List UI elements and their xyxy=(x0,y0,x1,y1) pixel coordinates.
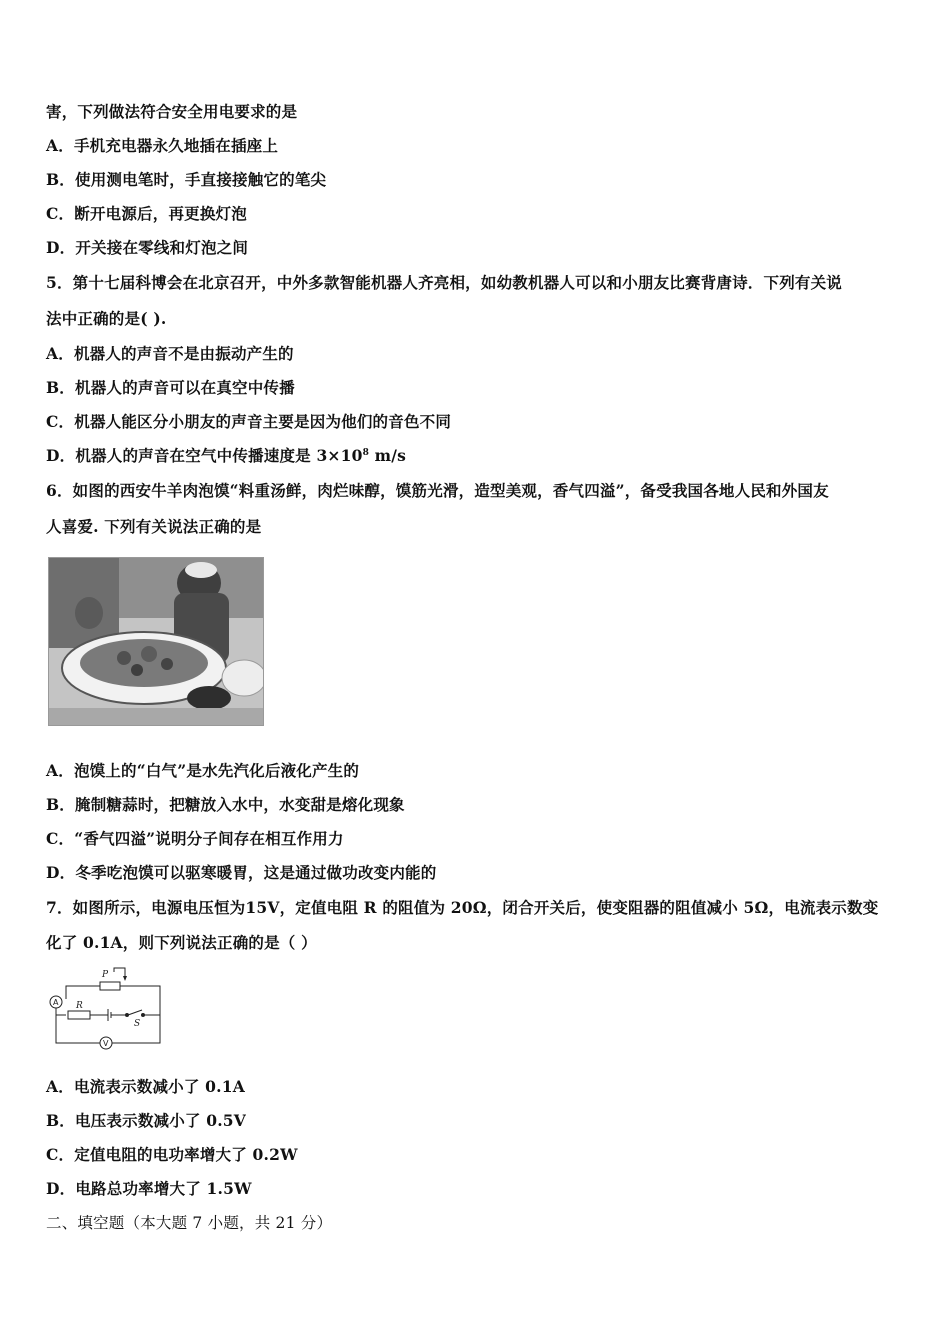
ammeter-label: A xyxy=(53,998,59,1007)
option-label: C． xyxy=(46,1145,75,1164)
circuit-drawing xyxy=(42,964,172,1054)
option-text: 电流表示数减小了 0.1A xyxy=(73,1077,245,1096)
option-label: C． xyxy=(46,829,75,848)
option-text: 腌制糖蒜时，把糖放入水中，水变甜是熔化现象 xyxy=(75,795,405,814)
option-label: D． xyxy=(46,238,76,257)
option-text: 定值电阻的电功率增大了 0.2W xyxy=(74,1145,298,1164)
option-unit: m/s xyxy=(369,446,407,465)
option-text: 手机充电器永久地插在插座上 xyxy=(73,136,279,155)
option-text: 机器人的声音在空气中传播速度是 3×10 xyxy=(75,446,363,465)
q6-option-a xyxy=(46,761,359,781)
option-text: 使用测电笔时，手直接接触它的笔尖 xyxy=(75,170,327,189)
q5-option-d xyxy=(46,446,406,466)
paomo-photo-drawing xyxy=(49,558,263,725)
option-label: A． xyxy=(46,1077,74,1096)
q7-option-c xyxy=(46,1145,298,1165)
option-text: 泡馍上的“白气”是水先汽化后液化产生的 xyxy=(73,761,360,780)
option-label: A． xyxy=(46,761,74,780)
q6-option-d xyxy=(46,863,436,883)
option-text: 电路总功率增大了 1.5W xyxy=(75,1179,252,1198)
circuit-diagram xyxy=(42,964,172,1054)
q5-option-a xyxy=(46,344,294,364)
option-label: C． xyxy=(46,412,75,431)
option-text: 机器人的声音可以在真空中传播 xyxy=(75,378,295,397)
label-s: S xyxy=(134,1019,141,1029)
option-label: D． xyxy=(46,1179,76,1198)
option-label: B． xyxy=(46,795,76,814)
label-r: R xyxy=(76,1001,83,1011)
q7-stem-line2: 化了 0.1A，则下列说法正确的是（ ） xyxy=(46,933,317,952)
q6-stem-line2: 人喜爱. 下列有关说法正确的是 xyxy=(46,517,262,536)
option-label: B． xyxy=(46,170,76,189)
q4-stem-tail: 害，下列做法符合安全用电要求的是 xyxy=(46,102,298,121)
option-label: A． xyxy=(46,344,74,363)
option-label: A． xyxy=(46,136,74,155)
voltmeter-label: V xyxy=(103,1039,109,1048)
option-text: 冬季吃泡馍可以驱寒暖胃，这是通过做功改变内能的 xyxy=(75,863,437,882)
paomo-photo xyxy=(48,557,264,726)
q5-stem-line2: 法中正确的是( ). xyxy=(46,309,167,328)
option-label: D． xyxy=(46,863,76,882)
q6-stem-line1: 6．如图的西安牛羊肉泡馍“料重汤鲜，肉烂味醇，馍筋光滑，造型美观，香气四溢”，备受我国各地人民和外国友 xyxy=(46,481,829,500)
q4-option-b xyxy=(46,170,326,190)
option-label: C． xyxy=(46,204,75,223)
q4-option-a xyxy=(46,136,278,156)
option-text: 机器人的声音不是由振动产生的 xyxy=(73,344,294,363)
q6-option-b xyxy=(46,795,405,815)
q7-option-b xyxy=(46,1111,246,1131)
section-2-heading: 二、填空题（本大题 7 小题，共 21 分） xyxy=(46,1214,333,1232)
option-text: 开关接在零线和灯泡之间 xyxy=(75,238,249,257)
option-text: 电压表示数减小了 0.5V xyxy=(75,1111,247,1130)
label-p: P xyxy=(102,970,109,980)
q5-option-b xyxy=(46,378,295,398)
exponent: 8 xyxy=(362,448,370,458)
option-text: 机器人能区分小朋友的声音主要是因为他们的音色不同 xyxy=(74,412,452,431)
q4-option-c xyxy=(46,204,247,224)
q7-option-a xyxy=(46,1077,245,1097)
q6-option-c xyxy=(46,829,344,849)
q7-stem-line1: 7．如图所示，电源电压恒为15V，定值电阻 R 的阻值为 20Ω，闭合开关后，使变阻器的阻值减小 5Ω，电流表示数变 xyxy=(46,898,879,917)
q7-option-d xyxy=(46,1179,252,1199)
option-label: B． xyxy=(46,378,76,397)
q5-stem-line1: 5．第十七届科博会在北京召开，中外多款智能机器人齐亮相，如幼教机器人可以和小朋友比赛背唐诗．下列有关说 xyxy=(46,273,842,292)
q5-option-c xyxy=(46,412,451,432)
option-label: B． xyxy=(46,1111,76,1130)
option-text: 断开电源后，再更换灯泡 xyxy=(74,204,247,223)
option-text: “香气四溢”说明分子间存在相互作用力 xyxy=(74,829,344,848)
option-label: D． xyxy=(46,446,76,465)
q4-option-d xyxy=(46,238,248,258)
